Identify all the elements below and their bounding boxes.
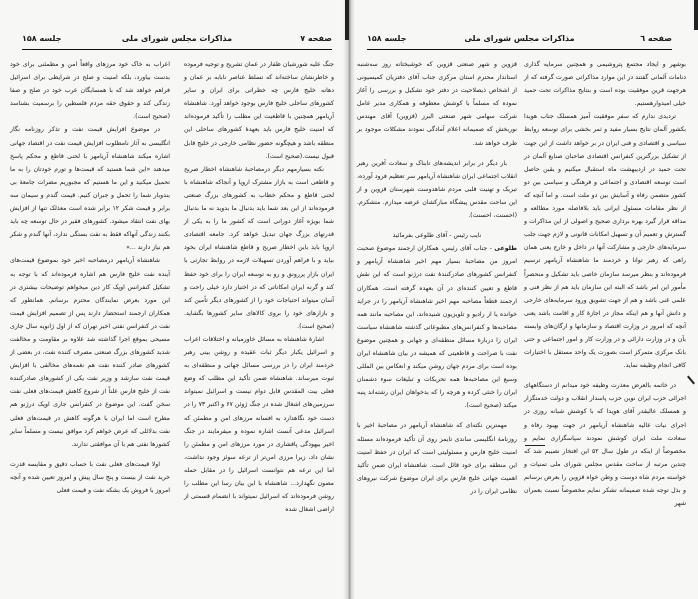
paragraph: اولا قیمت‌های فعلی نفت با حساب دقیق و مقایسه قدرت خرید نفت از بیست و پنج سال پیش و امروز تعیین شده و آنچه امروز با فروش یک بشکه نفت و قیمت فعلی bbox=[10, 460, 170, 494]
paragraph: در موضوع افزایش قیمت نفت و تذکر روزنامه نگار انگلیسی به آثار نامطلوب افزایش قیمت نفت در اقتصاد جهانی اشاره میکند شاهنشاه آریامهر با لحنی قاطع و محکم پاسخ میدهند «این شما هستید که قیمت‌ها و تورم خودتان را به ما تحمیل میکنید و این ما هستیم که مجبوریم مضرات جامعهٔ بی بندوبار شما را تحمل و جبران کنیم. قیمت گندم و سیمان سه برابر و قیمت شکر ۱۲ برابر شده است معذلک تنها از افزایش بهای نفت انتقاد میشود. کشورهای فقیر در حال توسعه چه باید بکنند زندگی آنهاکه فقط به نفت بستگی ندارد، آنها گندم و شکر هم نیاز دارند ...» bbox=[10, 126, 170, 252]
speaker-speech: - جناب آقای رئیس، همکاران ارجمند موضوع صحبت امروز من مصاحبهٔ بسیار مهم اخیر شاهنشاه آریامهر و کنفرانس کشورهای صادرکنندهٔ نفت درژنو است که این نقش قاطع و تعیین کننده‌ای در آن بعهده گرفته است. همکاران ارجمند قطعاً مصاحبه مهم اخیر شاهنشاه آریامهر را در جراید خوانده یا از رادیو و تلویزیون شنیده‌اند، این مصاحبه مانند همه مصاحبه‌ها و کنفرانس‌های مطبوعاتی گذشته شاهنشاه سیاست ایران را دربارهٔ مسائل منطقه‌ای و جهانی و همچنین موضوع نفت با صراحت و قاطعیتی که همیشه در بیان شاهنشاه ایران بوده است برای مردم جهان روشن میکند و انعکاس بین المللی وسیع این مصاحبه‌ها همه تحریکات و تبلیغات سوء دشمنان ایران را خنثی کرده و هرچه را که بدخواهان ایران رشته‌اند پنبه میکند (صحیح است). bbox=[357, 245, 517, 410]
left-page-header bbox=[22, 34, 332, 48]
running-title: مذاکرات مجلس شورای ملی bbox=[121, 34, 233, 43]
text-column-left bbox=[357, 58, 517, 498]
paragraph: جنگ علیه شورشیان ظفار در عمان تشریح و توجیه فرموده و خاطرنشان ساخته‌اند که تسلط عناصر نابابه بر عمان و دهانه خلیج فارس چه خطراتی برای ایران و سایر کشورهای ساحلی خلیج فارس بوجود خواهد آورد. شاهنشاه آریامهر همچنین با قاطعیت این مطلب را تأکید فرموده‌اند که امنیت خلیج فارس باید بعهدهٔ کشورهای ساحلی این منطقه باشد و هیچگونه حضور نظامی خارجی در خلیج قابل قبول نیست.(صحیح است). bbox=[184, 61, 334, 160]
paragraph: بار دیگر در برابر اندیشه‌های تابناک و سعادت آفرین رهبر انقلاب اجتماعی ایران شاهنشاه آریامهر سر تعظیم فرود آورده، تبریک و تهنیت قلبی مردم شاهدوست شهرستان قزوین و از این ساحت مقدس پیشگاه مبارکشان عرضه میدارم. متشکرم. (احسنت، احسنت). bbox=[357, 159, 517, 220]
page-number: صفحه ٦ bbox=[640, 34, 672, 43]
underline-mark bbox=[525, 445, 545, 446]
paragraph: تردیدی ندارم که سفر موفقیت آمیز همسلک جناب هویدا بکشور آلمان نتایج بسیار مفید و ثمر بخشی برای توسعه روابط سیاسی و اقتصادی و فنی ایران در بر خواهد داشت از این جهت از تشکیل بزرگترین کنفرانس اقتصادی صاحبان صنایع آلمان در تحت حمید در اردیبهشت ماه استقبال میکنیم و یقین حاصل است توسعه اقتصادی و اجتماعی و فرهنگی و سیاسی بین دو کشور متضمن رفاه و آسایش بین دو ملت است. و اما آنچه که از نظر مقامات مسئول ایرانی باید بلافاصله مورد مطالعه و مداقه قرار گیرد بهره برداری صحیح و اصولی از این مذاکرات و گسترش و تعمیم آن و تسهیل امکانات قانونی و لازم جهت جلب سرمایه‌های خارجی و مشارکت آنها در داخل و خارج یعنی همان راهی که رهبر توانا و خردمند ما شاهنشاه آریامهر ترسیم فرموده‌اند و بنظر میرسد سازمان خاصی باید تشکیل و منحصراً مأمور این امر باشد که البته این سازمان باید هم از نظر فنی و علمی غنی باشد و هم از جهت تشویق ورود سرمایه‌های خارجی و دانش آنها و هم اینکه مجاز در اجازهٔ کار و اقامت باشد یعنی آنچه که امروز در وزارت اقتصاد و سازمانها و ارگان‌های وابسته بآن و در وزارت دارائی و در وزارت کار و امور اجتماعی و حتی بانک مرکزی متمرکز است بصورت یک واحد مستقل با اختیارات کافی انجام وظیفه نماید. bbox=[524, 113, 686, 370]
book-gutter bbox=[343, 0, 355, 599]
running-title: مذاکرات مجلس شورای ملی bbox=[464, 34, 575, 43]
paragraph: مهمترین نکته‌ای که شاهنشاه آریامهر در مصاحبهٔ اخیر با روزنامهٔ انگلیسی ساندی تایمز روی آن تأکید فرموده‌اند مسئله امنیت خلیج فارس و مسئولیتی است که ایران در حفظ امنیت این منطقه برای خود قائل است. شاهنشاه ایران ضمن تأکید اهمیت جهانی خلیج فارس برای ایران موضوع شرکت نیروهای نظامی ایران را در bbox=[357, 422, 517, 495]
page-number: صفحه ۷ bbox=[300, 34, 332, 43]
paragraph: اعراب به خاک خود مرزهای واقعاً امن و مطمئنی برای خود بدست بیاورد، بلکه امنیت و صلح در شرایطی برای اسرائیل فراهم خواهد شد که با همسایگان عرب خود در صلح و صفا زندگی کند و حقوق حقه مردم فلسطین را برسمیت بشناسد (صحیح است). bbox=[10, 61, 170, 121]
scan-shadow bbox=[345, 0, 349, 40]
paragraph: در خاتمه بالعرض معذرت وظیفه خود میدانم از دستگاههای اجرائی حزب ایران نوین حزب پاسدار انقلاب و دولت خدمتگزار و همسلک عالیقدر آقای هویدا که با کوشش شبانه روزی در اجرای نیات عالیه شاهنشاه آریامهر در جهت بهبود رفاه و سعادت ملت ایران کوشش نمودند سپاسگزاری نمایم و مخصوصاً از اینکه در طول سال ۵۲ این افتخار نصیبم شد که چندین مرتبه از ساحت مقدس مجلس شورای ملی تمنیات و خواسته مردم شاه دوست و وطن خواه قزوین را بعرض برسانم و بذل توجه شده صمیمانه تشکر نمایم مخصوصاً نسبت بعمران شهر bbox=[524, 382, 686, 508]
session-number: جلسه ۱۵۸ bbox=[367, 34, 407, 43]
paragraph: بوشهر و ایجاد مجتمع پتروشیمی و همچنین سرمایه گذاری دنامات آلمانی گفتند در این موارد مذاکراتی صورت گرفته که از هرجهت قرین موفقیت بوده است و بنتایج مذاکرات تحت حمید خیلی امیدوارهستیم. bbox=[524, 61, 686, 108]
text-column-right bbox=[184, 58, 334, 516]
session-number: جلسه ۱۵۸ bbox=[22, 34, 62, 43]
paragraph: نکته بسیارمهم دیگر درمصاحبهٔ شاهنشاه اخطار صریح و قاطعی است به بازار مشترک اروپا و آنجاکه شاهنشاه با لحنی قاطع و محکم خطاب به کشورهای بزرگ صنعتی فرموده‌اند از این بعد شما باید بدنبال ما بدوید نه ما بدنبال شما بویژه آغاز دورانی است که کشور ما را به یکی از قدرتهای بزرگ جهان تبدیل خواهد کرد. جامعه اقتصادی اروپا باید باین اخطار صریح و قاطع شاهنشاه ایران بخود بیاید و با فراهم آوردن تسهیلات لازمه در روابط تجارتی با ایران بازار پررونق و رو به توسعه ایران را برای خود حفظ کند و گرنه ایران امکاناتی که در اختیار دارد خیلی راحت و آسان میتواند احتیاجات خود را از کشورهای دیگر تأمین کند و بازارهای خود را بروی کالاهای سایر کشورها بگشاید. (صحیح است). bbox=[184, 165, 334, 330]
paragraph: شاهنشاه آریامهر درمصاحبه اخیر خود بموضوع قیمت‌های آینده نفت خلیج فارس هم اشاره فرموده‌اند که با توجه به تشکیل کنفرانس اوپک کار دین میخواهم توضیحات بیشتری در این مورد بعرض نمایندگان محترم برسانم. همانطور که همکاران ارجمند استحضار دارند پس از تصمیم افزایش قیمت نفت در کنفرانس نفتی اخیر تهران که از اول ژانویه سال جاری مسیحی بموقع اجرا گذاشته شد علاوه بر مقاومت و مخالفت شدید کشورهای بزرگ صنعتی مصرف کننده نفت، در بعضی از کشورهای صادر کننده نفت هم نغمه‌های مخالفی با افزایش قیمت نفت سازشد و وزیر نفت یکی از کشورهای صادرکننده نفت از خلیج فارس علناً از شروع کاهش قیمت‌های فعلی نفت سخن گفت. این موضوع در کنفرانس جاری اوپک درژنو هم مطرح است اما ایران با هرگونه کاهش در قیمت‌های فعلی نفت بدلائلی که عرض خواهم کرد موافق نیست و مسلماً سایر کشورها نفتی هم با آن موافقتی ندارند. bbox=[10, 257, 170, 448]
right-page bbox=[349, 0, 698, 599]
scan-edge-mark bbox=[694, 0, 698, 30]
speaker-announcement: نایب رئیس - آقای طلوعی بفرمائید bbox=[392, 232, 482, 240]
right-page-header bbox=[367, 34, 672, 48]
paragraph: اشارهٔ شاهنشاه به مسائل خاورمیانه و اختلافات اعراب و اسرائیل یکبار دیگر ثبات عقیده و روشن بینی رهبر خردمند ایران را در بررسی مسائل جهانی و منطقه‌ای به ثبوت میرساند. شاهنشاه ضمن تأکید این مطلب که وضع فعلی بیت المقدس قابل دوام نیست و اسرائیل نمیتواند سرزمین‌های اشغال شده در جنگ ژوئن ۶۷ و اکتبر ۷۳ را در دست خود نگاهدارد به افسانه مرزهای امن و مطمئن که اسرائیل مدعی آنست اشاره نموده و میفرمایند در جنگ اخیر بیهودگی پافشاری در مورد مرزهای امن و مطمئن را نشان داد، زیرا مرزی امن‌تر از ترعه سوئز وجود نداشت، اما این ترعه هم نتوانست اسرائیل را در مقابل حمله مصون نگهدارد... شاهنشاه با این بیان رسا این مطلب را روشن فرموده‌اند که اسرائیل نمیتواند با انضمام قسمتی از اراضی اشغال شده bbox=[184, 335, 335, 514]
text-column-right bbox=[524, 58, 686, 510]
text-column-left bbox=[10, 58, 170, 497]
header-rule bbox=[22, 49, 332, 50]
speaker-name: طلوعی bbox=[494, 245, 518, 253]
paragraph: قزوین و شهر صنعتی قزوین که خوشبختانه روز سه‌شنبه استاندار محترم استان مرکزی جناب آقای دفتریان کمیسیونی از اشخاص ذیصلاحیت در دفتر خود تشکیل و بررسی را آغاز نموده که مسلماً با کوشش معطوفه و همکاری مدیر عامل شرکت سهامی شهر صنعتی البرز (قزوین) آقای مهندس نوربخش که صمیمانه اعلام آمادگی نمودند مشکلات موجود بر طرف خواهد شد. bbox=[357, 61, 517, 147]
header-rule bbox=[367, 49, 672, 50]
